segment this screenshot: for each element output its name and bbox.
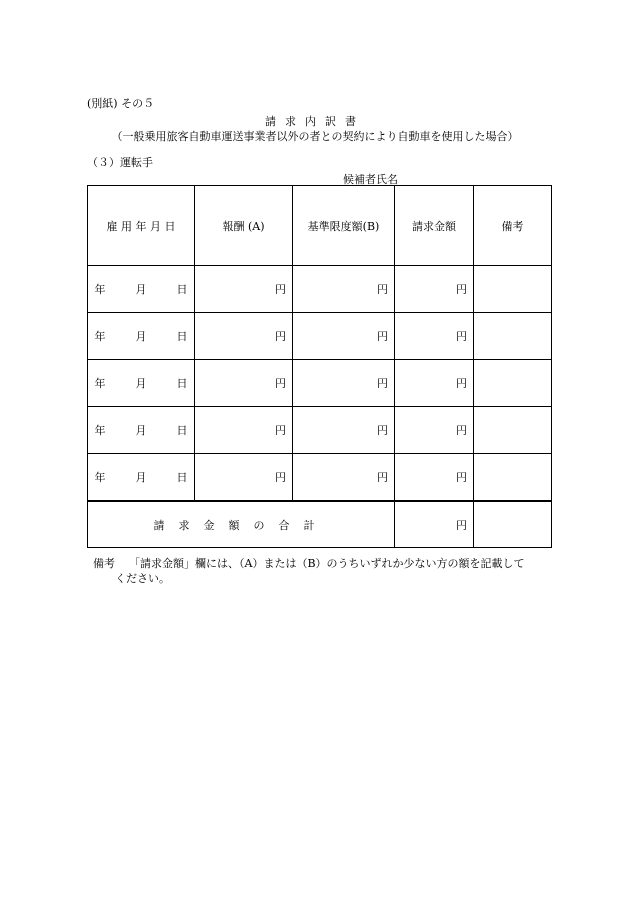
- yen-unit: 円: [275, 424, 286, 437]
- document-subtitle: （一般乗用旅客自動車運送事業者以外の者との契約により自動車を使用した場合）: [111, 130, 519, 143]
- year-unit: 年: [94, 330, 106, 343]
- remuneration-cell[interactable]: [195, 407, 293, 454]
- table-row: [88, 266, 552, 313]
- year-unit: 年: [94, 377, 106, 390]
- header-employment-date: 雇 用 年 月 日: [88, 186, 195, 266]
- limit-amount-cell[interactable]: [293, 360, 395, 407]
- yen-unit: 円: [456, 424, 467, 437]
- yen-unit: 円: [456, 471, 467, 484]
- day-unit: 日: [176, 471, 188, 484]
- claim-amount-cell[interactable]: [395, 266, 474, 313]
- total-amount-cell[interactable]: [395, 501, 474, 548]
- yen-unit: 円: [377, 283, 388, 296]
- month-unit: 月: [135, 471, 147, 484]
- year-unit: 年: [94, 424, 106, 437]
- note-text-line2: ください。: [115, 572, 170, 585]
- remuneration-cell[interactable]: [195, 313, 293, 360]
- header-remarks: 備考: [474, 186, 552, 266]
- yen-unit: 円: [377, 377, 388, 390]
- year-unit: 年: [94, 471, 106, 484]
- month-unit: 月: [135, 424, 147, 437]
- claim-amount-cell[interactable]: [395, 313, 474, 360]
- remuneration-cell[interactable]: [195, 360, 293, 407]
- note-text-line1: 「請求金額」欄には、（A）または（B）のうちいずれか少ない方の額を記載して: [129, 557, 525, 570]
- remarks-cell[interactable]: [474, 407, 552, 454]
- yen-unit: 円: [377, 424, 388, 437]
- employment-date-cell[interactable]: [88, 360, 195, 407]
- header-claim-amount: 請求金額: [395, 186, 474, 266]
- yen-unit: 円: [377, 471, 388, 484]
- remarks-cell[interactable]: [474, 266, 552, 313]
- limit-amount-cell[interactable]: [293, 266, 395, 313]
- claim-amount-cell[interactable]: [395, 360, 474, 407]
- day-unit: 日: [176, 330, 188, 343]
- day-unit: 日: [176, 377, 188, 390]
- yen-unit: 円: [456, 518, 467, 532]
- day-unit: 日: [176, 424, 188, 437]
- yen-unit: 円: [456, 283, 467, 296]
- yen-unit: 円: [275, 283, 286, 296]
- remarks-cell[interactable]: [474, 360, 552, 407]
- month-unit: 月: [135, 283, 147, 296]
- header-row: [88, 186, 552, 266]
- annex-label: (別紙) その５: [87, 97, 155, 110]
- claim-amount-cell[interactable]: [395, 407, 474, 454]
- claim-amount-cell[interactable]: [395, 454, 474, 502]
- employment-date-cell[interactable]: [88, 313, 195, 360]
- yen-unit: 円: [275, 330, 286, 343]
- total-remarks-cell[interactable]: [474, 501, 552, 548]
- header-limit-amount: 基準限度額(B): [293, 186, 395, 266]
- limit-amount-cell[interactable]: [293, 407, 395, 454]
- table-row: [88, 313, 552, 360]
- employment-date-cell[interactable]: [88, 454, 195, 502]
- claim-table: [87, 185, 552, 548]
- remarks-cell[interactable]: [474, 313, 552, 360]
- limit-amount-cell[interactable]: [293, 313, 395, 360]
- yen-unit: 円: [275, 377, 286, 390]
- yen-unit: 円: [456, 330, 467, 343]
- note-label: 備考: [93, 557, 115, 570]
- yen-unit: 円: [275, 471, 286, 484]
- header-remuneration: 報酬 (A): [195, 186, 293, 266]
- remarks-cell[interactable]: [474, 454, 552, 502]
- table-row: [88, 360, 552, 407]
- remuneration-cell[interactable]: [195, 454, 293, 502]
- limit-amount-cell[interactable]: [293, 454, 395, 502]
- year-unit: 年: [94, 283, 106, 296]
- section-label: （３）運転手: [87, 156, 153, 169]
- yen-unit: 円: [456, 377, 467, 390]
- remuneration-cell[interactable]: [195, 266, 293, 313]
- total-row: [88, 501, 552, 548]
- yen-unit: 円: [377, 330, 388, 343]
- employment-date-cell[interactable]: [88, 407, 195, 454]
- total-label: 請求金額の合計: [88, 501, 395, 548]
- month-unit: 月: [135, 330, 147, 343]
- table-row: [88, 407, 552, 454]
- employment-date-cell[interactable]: [88, 266, 195, 313]
- document-title: 請求内訳書: [265, 115, 365, 128]
- day-unit: 日: [176, 283, 188, 296]
- note: [93, 556, 553, 586]
- candidate-name-label: 候補者氏名: [343, 173, 398, 186]
- table-row: [88, 454, 552, 502]
- month-unit: 月: [135, 377, 147, 390]
